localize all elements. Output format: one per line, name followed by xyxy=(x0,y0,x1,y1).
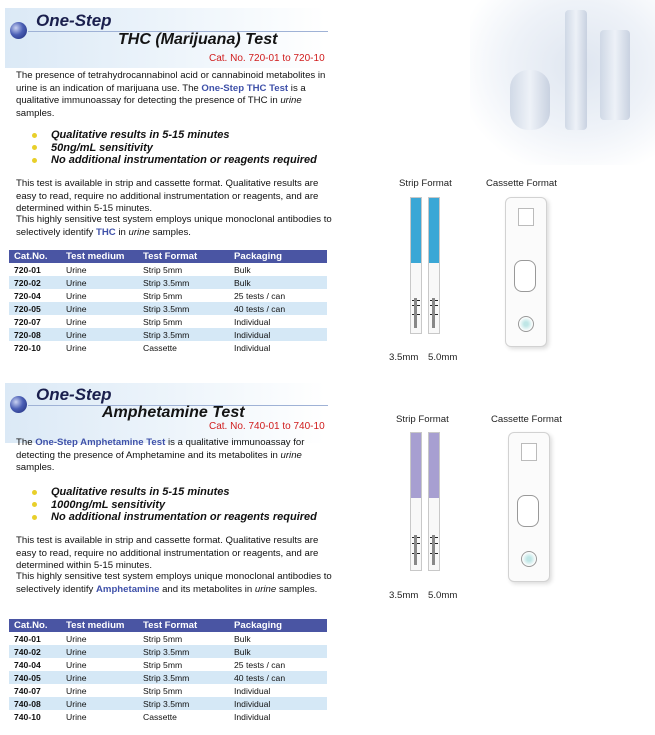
col-header: Packaging xyxy=(229,619,327,632)
table-row: 720-07 Urine Strip 5mm Individual xyxy=(14,316,271,327)
thc-cassette-label: Cassette Format xyxy=(486,178,557,189)
thc-intro: The presence of tetrahydrocannabinol acid or cannabinoid metabolites in urine is an indication of marijuana use. The One-Step THC Test is a qualitative immunoassay for detecting the presence of THC in urine samples. xyxy=(16,70,326,119)
table-row: 740-10 Urine Cassette Individual xyxy=(14,711,271,722)
col-header: Test Format xyxy=(138,619,229,632)
thc-title: THC (Marijuana) Test xyxy=(118,31,278,48)
bullet-dot-icon xyxy=(32,145,37,150)
amp-width-a: 3.5mm xyxy=(389,590,419,601)
table-row: 720-01 Urine Strip 5mm Bulk xyxy=(14,264,251,275)
amp-strip-wide xyxy=(428,432,440,571)
bullet-dot-icon xyxy=(32,133,37,138)
bullet-dot-icon xyxy=(32,502,37,507)
amp-strip-label: Strip Format xyxy=(396,414,449,425)
table-row: 740-07 Urine Strip 5mm Individual xyxy=(14,685,271,696)
bullet-dot-icon xyxy=(32,158,37,163)
amp-format-text: This test is available in strip and cassette format. Qualitative results are easy to read, require no additional instrumentation or reagents, and are determined within 5-15 minutes. xyxy=(16,535,319,572)
amp-sensitivity-text: This highly sensitive test system employs unique monoclonal antibodies to selectively identify Amphetamine and its metabolites in urine samples. xyxy=(16,571,332,595)
thc-format-text: This test is available in strip and cassette format. Qualitative results are easy to read, require no additional instrumentation or reagents, and are determined within 5-15 minutes. xyxy=(16,178,319,215)
amp-title: Amphetamine Test xyxy=(102,404,245,421)
list-item: No additional instrumentation or reagents required xyxy=(32,154,317,167)
thc-sensitivity-text: This highly sensitive test system employs unique monoclonal antibodies to selectively identify THC in urine samples. xyxy=(16,214,332,238)
bullet-ball-icon xyxy=(10,22,27,39)
table-row: 740-02 Urine Strip 3.5mm Bulk xyxy=(9,645,327,658)
thc-cassette xyxy=(505,197,547,347)
col-header: Packaging xyxy=(229,250,327,263)
thc-catalog-table xyxy=(9,250,327,354)
thc-one-step: One-Step xyxy=(36,11,112,30)
thc-width-a: 3.5mm xyxy=(389,352,419,363)
table-row: 720-10 Urine Cassette Individual xyxy=(14,342,271,353)
list-item: No additional instrumentation or reagents required xyxy=(32,511,317,524)
amp-width-b: 5.0mm xyxy=(428,590,458,601)
amp-cat-no: Cat. No. 740-01 to 740-10 xyxy=(209,421,325,432)
amp-strip-narrow xyxy=(410,432,422,571)
col-header: Cat.No. xyxy=(9,250,61,263)
list-item: Qualitative results in 5-15 minutes xyxy=(32,129,317,142)
bullet-dot-icon xyxy=(32,490,37,495)
table-row: 740-05 Urine Strip 3.5mm 40 tests / can xyxy=(9,671,327,684)
thc-strip-wide xyxy=(428,197,440,334)
amp-catalog-table xyxy=(9,619,327,723)
lab-photo xyxy=(470,0,655,165)
table-row: 720-05 Urine Strip 3.5mm 40 tests / can xyxy=(9,302,327,315)
thc-strip-label: Strip Format xyxy=(399,178,452,189)
amp-cassette-label: Cassette Format xyxy=(491,414,562,425)
table-row: 740-04 Urine Strip 5mm 25 tests / can xyxy=(14,659,286,670)
table-row: 720-08 Urine Strip 3.5mm Individual xyxy=(9,328,327,341)
col-header: Test Format xyxy=(138,250,229,263)
bullet-dot-icon xyxy=(32,515,37,520)
table-row: 720-02 Urine Strip 3.5mm Bulk xyxy=(9,276,327,289)
thc-width-b: 5.0mm xyxy=(428,352,458,363)
bullet-ball-icon xyxy=(10,396,27,413)
list-item: 1000ng/mL sensitivity xyxy=(32,499,317,512)
thc-bullets xyxy=(32,129,317,167)
amp-bullets xyxy=(32,486,317,524)
amp-cassette xyxy=(508,432,550,582)
table-row: 720-04 Urine Strip 5mm 25 tests / can xyxy=(14,290,286,301)
amp-intro: The One-Step Amphetamine Test is a qualitative immunoassay for detecting the presence of Amphetamine and its metabolites in urine samples. xyxy=(16,437,305,474)
table-row: 740-01 Urine Strip 5mm Bulk xyxy=(14,633,251,644)
thc-cat-no: Cat. No. 720-01 to 720-10 xyxy=(209,53,325,64)
col-header: Test medium xyxy=(61,250,138,263)
table-row: 740-08 Urine Strip 3.5mm Individual xyxy=(9,697,327,710)
amp-one-step: One-Step xyxy=(36,385,112,404)
col-header: Test medium xyxy=(61,619,138,632)
list-item: 50ng/mL sensitivity xyxy=(32,142,317,155)
col-header: Cat.No. xyxy=(9,619,61,632)
list-item: Qualitative results in 5-15 minutes xyxy=(32,486,317,499)
thc-strip-narrow xyxy=(410,197,422,334)
